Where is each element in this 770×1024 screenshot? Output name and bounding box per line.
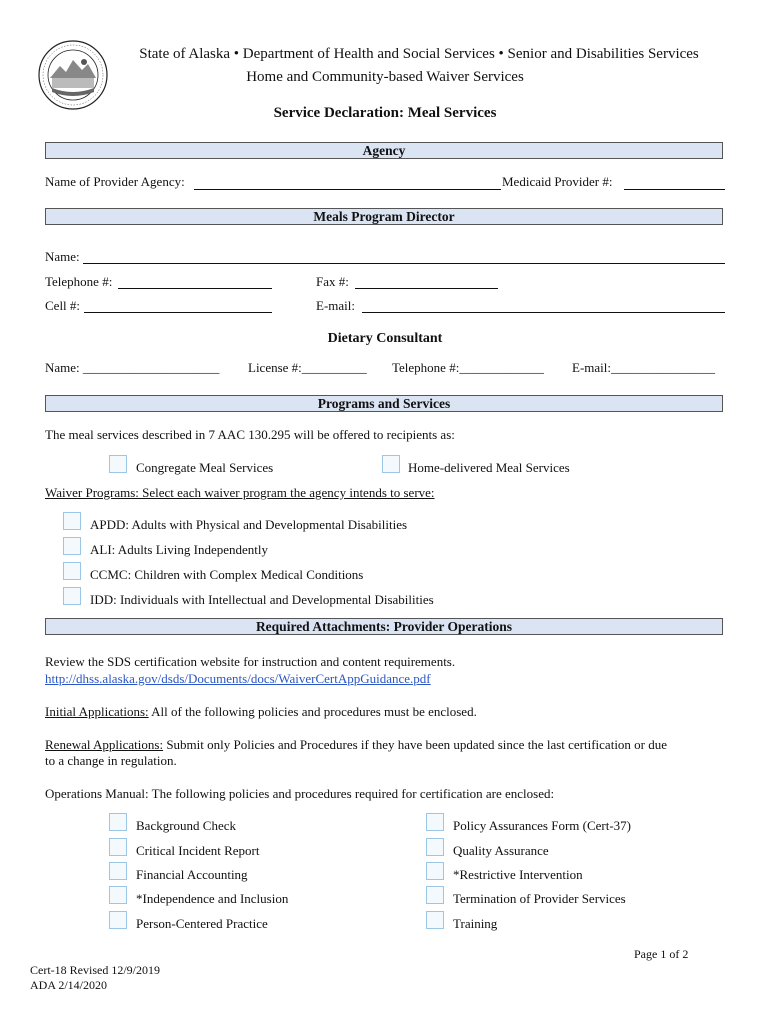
ali-checkbox[interactable] xyxy=(63,537,81,555)
section-programs-and-services: Programs and Services xyxy=(45,395,723,412)
director-telephone-label: Telephone #: xyxy=(45,274,113,289)
medicaid-provider-label: Medicaid Provider #: xyxy=(502,174,613,189)
apdd-checkbox[interactable] xyxy=(63,512,81,530)
home-delivered-meal-label: Home-delivered Meal Services xyxy=(408,460,570,475)
meal-services-intro: The meal services described in 7 AAC 130.295 will be offered to recipients as: xyxy=(45,427,455,442)
policy-assurances-label: Policy Assurances Form (Cert-37) xyxy=(453,818,632,833)
financial-accounting-checkbox[interactable] xyxy=(109,862,127,880)
director-fax-label: Fax #: xyxy=(316,274,349,289)
medicaid-provider-field[interactable] xyxy=(624,189,725,190)
operations-manual-intro: Operations Manual: The following policies and procedures required for certification are enclosed: xyxy=(45,786,555,801)
director-name-label: Name: xyxy=(45,249,80,264)
dietary-name-field[interactable]: Name: _____________________ xyxy=(45,360,220,375)
section-required-attachments: Required Attachments: Provider Operations xyxy=(45,618,723,635)
person-centered-label: Person-Centered Practice xyxy=(136,916,268,931)
section-agency: Agency xyxy=(45,142,723,159)
renewal-applications-text xyxy=(45,737,667,753)
training-label: Training xyxy=(453,916,498,931)
revision-date: Cert-18 Revised 12/9/2019 xyxy=(30,963,160,977)
initial-applications-label: Initial Applications: xyxy=(45,704,149,719)
provider-agency-label: Name of Provider Agency: xyxy=(45,174,185,189)
provider-agency-field[interactable] xyxy=(194,189,501,190)
policy-assurances-checkbox[interactable] xyxy=(426,813,444,831)
director-fax-field[interactable] xyxy=(355,288,498,289)
restrictive-intervention-label: *Restrictive Intervention xyxy=(453,867,583,882)
congregate-meal-checkbox[interactable] xyxy=(109,455,127,473)
director-name-field[interactable] xyxy=(83,263,725,264)
ccmc-label: CCMC: Children with Complex Medical Conditions xyxy=(90,567,364,582)
quality-assurance-label: Quality Assurance xyxy=(453,843,549,858)
renewal-applications-body: Submit only Policies and Procedures if they have been updated since the last certification or due xyxy=(163,737,668,752)
independence-inclusion-checkbox[interactable] xyxy=(109,886,127,904)
ada-date: ADA 2/14/2020 xyxy=(30,978,108,992)
termination-services-label: Termination of Provider Services xyxy=(453,891,626,906)
background-check-checkbox[interactable] xyxy=(109,813,127,831)
idd-checkbox[interactable] xyxy=(63,587,81,605)
congregate-meal-label: Congregate Meal Services xyxy=(136,460,274,475)
dietary-email-field[interactable]: E-mail:________________ xyxy=(572,360,715,375)
background-check-label: Background Check xyxy=(136,818,237,833)
director-email-label: E-mail: xyxy=(316,298,355,313)
header-program-line: Home and Community-based Waiver Services xyxy=(246,69,524,85)
section-meals-program-director: Meals Program Director xyxy=(45,208,723,225)
director-email-field[interactable] xyxy=(362,312,725,313)
director-telephone-field[interactable] xyxy=(118,288,272,289)
independence-inclusion-label: *Independence and Inclusion xyxy=(136,891,289,906)
dietary-telephone-field[interactable]: Telephone #:_____________ xyxy=(392,360,544,375)
restrictive-intervention-checkbox[interactable] xyxy=(426,862,444,880)
initial-applications-text xyxy=(45,704,477,720)
critical-incident-label: Critical Incident Report xyxy=(136,843,260,858)
header-agency-line: State of Alaska • Department of Health and Social Services • Senior and Disabilities Services xyxy=(139,46,699,62)
director-cell-label: Cell #: xyxy=(45,298,81,313)
apdd-label: APDD: Adults with Physical and Developmental Disabilities xyxy=(90,517,408,532)
home-delivered-meal-checkbox[interactable] xyxy=(382,455,400,473)
idd-label: IDD: Individuals with Intellectual and Developmental Disabilities xyxy=(90,592,434,607)
financial-accounting-label: Financial Accounting xyxy=(136,867,248,882)
document-title: Service Declaration: Meal Services xyxy=(273,105,497,121)
waiver-cert-guidance-link[interactable]: http://dhss.alaska.gov/dsds/Documents/docs/WaiverCertAppGuidance.pdf xyxy=(45,671,431,686)
quality-assurance-checkbox[interactable] xyxy=(426,838,444,856)
director-cell-field[interactable] xyxy=(84,312,272,313)
person-centered-checkbox[interactable] xyxy=(109,911,127,929)
initial-applications-body: All of the following policies and procedures must be enclosed. xyxy=(148,704,477,719)
page-number: Page 1 of 2 xyxy=(634,947,689,961)
training-checkbox[interactable] xyxy=(426,911,444,929)
critical-incident-checkbox[interactable] xyxy=(109,838,127,856)
termination-services-checkbox[interactable] xyxy=(426,886,444,904)
section-dietary-consultant: Dietary Consultant xyxy=(327,331,443,346)
waiver-programs-intro: Waiver Programs: Select each waiver program the agency intends to serve: xyxy=(45,485,435,500)
ccmc-checkbox[interactable] xyxy=(63,562,81,580)
review-instructions-text: Review the SDS certification website for instruction and content requirements. xyxy=(45,654,456,669)
renewal-applications-body-cont: to a change in regulation. xyxy=(45,753,177,768)
dietary-license-field[interactable]: License #:__________ xyxy=(248,360,367,375)
ali-label: ALI: Adults Living Independently xyxy=(90,542,269,557)
renewal-applications-label: Renewal Applications: xyxy=(45,737,164,752)
